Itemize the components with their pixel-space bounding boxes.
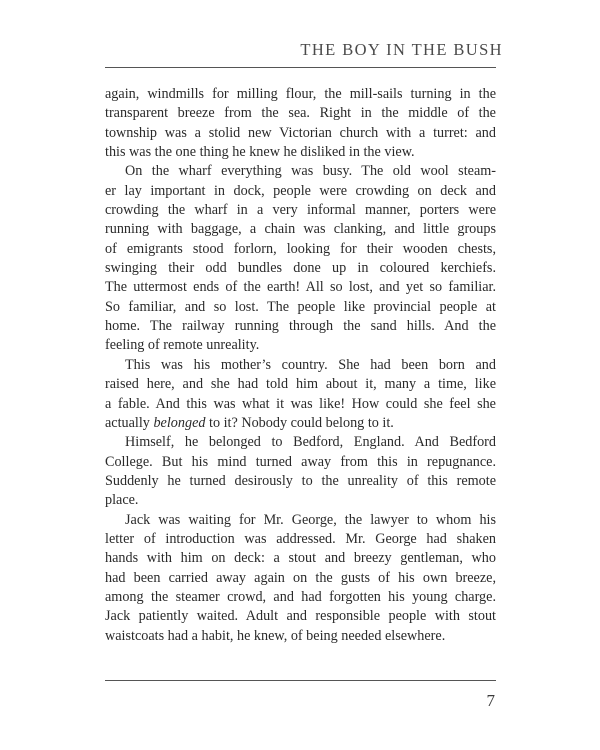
line-5: On the wharf everything was busy. The old wool steam-	[125, 163, 496, 180]
line-25: hands with him on deck: a stout and breezy gentleman, who	[105, 550, 496, 567]
line-6: er lay important in dock, people were crowding on deck and	[105, 182, 496, 199]
line-12: So familiar, and so lost. The people like provincial people at	[105, 298, 496, 315]
body-text	[105, 85, 496, 646]
line-15: This was his mother’s country. She had been born and	[125, 356, 496, 373]
line-24: letter of introduction was addressed. Mr. George had shaken	[105, 530, 496, 547]
line-18-italic: belonged	[153, 414, 206, 431]
running-head-title: THE BOY IN THE BUSH	[300, 40, 503, 59]
line-21: Suddenly he turned desirously to the unreality of this remote	[105, 472, 496, 489]
line-8: running with baggage, a chain was clanking, and little groups	[105, 221, 496, 238]
line-10: swinging their odd bundles done up in coloured kerchiefs.	[105, 260, 496, 277]
line-18-before: actually	[105, 414, 154, 431]
footer-rule	[105, 680, 496, 681]
line-3: township was a stolid new Victorian church with a turret: and	[105, 124, 496, 141]
line-13: home. The railway running through the sand hills. And the	[105, 318, 496, 335]
line-17: a fable. And this was what it was like! How could she feel she	[105, 395, 496, 412]
line-20: College. But his mind turned away from this in repugnance.	[105, 453, 496, 470]
line-23: Jack was waiting for Mr. George, the lawyer to whom his	[125, 511, 496, 528]
line-4: this was the one thing he knew he disliked in the view.	[105, 144, 415, 161]
line-18-after: to it? Nobody could belong to it.	[205, 414, 394, 431]
line-28: Jack patiently waited. Adult and responsible people with stout	[105, 608, 496, 625]
line-16: raised here, and she had told him about it, many a time, like	[105, 376, 496, 393]
line-18	[105, 414, 496, 433]
line-1: again, windmills for milling flour, the mill-sails turning in the	[105, 86, 496, 102]
header-rule	[105, 67, 496, 68]
line-22: place.	[105, 492, 139, 509]
line-2: transparent breeze from the sea. Right in the middle of the	[105, 105, 496, 122]
line-29: waistcoats had a habit, he knew, of being needed elsewhere.	[105, 627, 446, 644]
line-14: feeling of remote unreality.	[105, 337, 260, 354]
line-26: had been carried away again on the gusts of his own breeze,	[105, 569, 496, 586]
line-9: of emigrants stood forlorn, looking for their wooden chests,	[105, 240, 496, 257]
line-7: crowding the wharf in a very informal manner, porters were	[105, 202, 496, 219]
line-27: among the steamer crowd, and had forgotten his young charge.	[105, 588, 496, 605]
page-number: 7	[486, 691, 495, 710]
line-19: Himself, he belonged to Bedford, England. And Bedford	[125, 434, 496, 451]
line-11: The uttermost ends of the earth! All so lost, and yet so familiar.	[105, 279, 496, 296]
